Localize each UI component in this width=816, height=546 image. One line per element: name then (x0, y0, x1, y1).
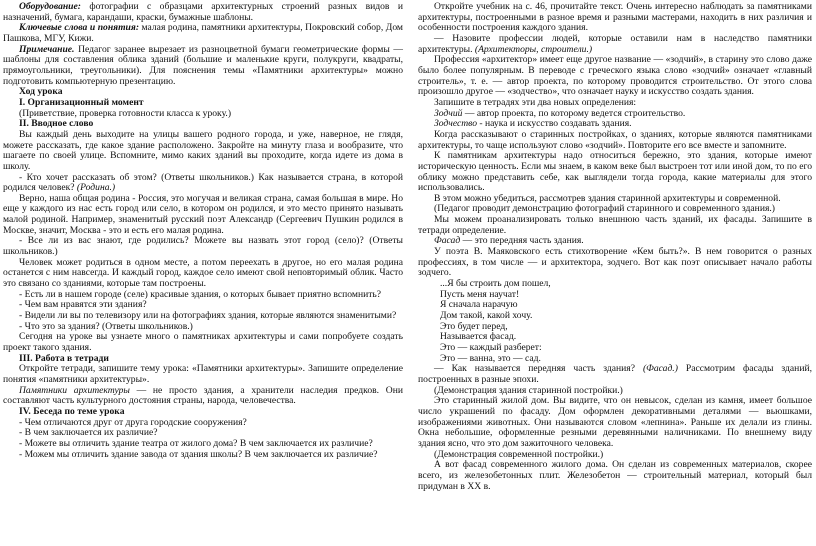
facade-def: — это передняя часть здания. (460, 235, 584, 247)
right-question-1 (418, 34, 812, 55)
note-text: Педагог заранее вырезает из разноцветной бумаги геометрические формы — шаблоны для составления облика зданий (большие и маленькие круги, полукруги, квадраты, прямоугольники, треугольники). Для пояснения темы «Памятники архитектуры» можно подготовить компьютерную презентацию. (3, 43, 403, 87)
keywords-paragraph (3, 23, 403, 44)
intro-question-2: - Все ли из вас знают, где родились? Можете вы назвать этот город (село)? (Ответы школьников.) (3, 235, 403, 258)
intro-heading: II. Вводное слово (19, 118, 94, 130)
right-paragraph-10: Это старинный жилой дом. Вы видите, что он невысок, сделан из камня, имеет большое число украшений по фасаду. Дом оформлен декоративными деталями — вьюшками, изображениями животных. Они называются словом «лепнина». Раньше их делали из глины. Окна небольшие, оформленные резными деревянными наличниками. По внешнему виду здания ясно, что это дом зажиточного человека. (418, 395, 812, 449)
right-question-2 (418, 364, 812, 385)
org-heading: I. Организационный момент (19, 96, 144, 108)
lesson-heading: Ход урока (19, 86, 63, 98)
talk-question-1: - Чем отличаются друг от друга городские сооружения? (19, 416, 247, 428)
intro-paragraph-2: Верно, наша общая родина - Россия, это могучая и великая страна, самая большая в мире. Но еще у каждого из нас есть город или село, в котором он родился, и это место принято называть малой родиной. Например, знаменитый русский поэт Александр (Сергеевич Пушкин родился в Москве, значит, Москва - это и есть его малая родина. (3, 192, 403, 236)
monuments-term: Памятники архитектуры (19, 384, 130, 396)
right-paragraph-7: (Педагог проводит демонстрацию фотографий старинного и современного здания.) (434, 203, 775, 215)
talk-question-3: - Можете вы отличить здание театра от жилого дома? В чем заключается их различие? (19, 437, 373, 449)
right-paragraph-4: Когда рассказывают о старинных постройках, о зданиях, которые являются памятниками архитектуры, то чаще используют слово «зодчий». Повторите его все вместе и запомните. (418, 128, 812, 151)
right-question-2-rest: Рассмотрим фасады зданий, построенных в разные эпохи. (418, 363, 812, 385)
right-paragraph-9: У поэта В. Маяковского есть стихотворение «Кем быть?». В нем говорится о разных профессиях, в том числе — и архитектора, зодчего. Вот как поэт описывает начало работы зодчего. (418, 246, 812, 279)
zodchiy-term: Зодчий (434, 107, 463, 119)
poem-line: Называется фасад. (440, 331, 517, 343)
right-paragraph-11: А вот фасад современного жилого дома. Он сделан из современных материалов, скорее всего, из железобетонных плит. Железобетон — строительный материал, который был придуман в XX в. (418, 459, 812, 492)
right-question-2-text: — Как называется передняя часть здания? (434, 363, 643, 375)
intro-question-3: - Есть ли в нашем городе (селе) красивые здания, о которых бывает приятно вспомнить? (19, 288, 382, 300)
talk-question-2: - В чем заключается их различие? (19, 427, 158, 439)
intro-question-6: - Что это за здания? (Ответы школьников.) (19, 320, 193, 332)
left-column (3, 2, 403, 460)
right-demo-2: (Демонстрация современной постройки.) (434, 448, 604, 460)
equipment-text: фотографии с образцами архитектурных строений разных видов и назначений, бумага, карандаши, краски, бумажные шаблоны. (3, 1, 403, 23)
right-column (418, 2, 812, 492)
right-paragraph-3: Запишите в тетрадях эти два новых определения: (434, 96, 637, 108)
right-paragraph-2: Профессия «архитектор» имеет еще другое название — «зодчий», в старину это слово даже было более популярным. В переводе с греческого языка слово «зодчий» означает «главный строитель», т. е. — автор проекта, по которому проводится строительство. От этого слова произошло другое — «зодчество», что означает науку и искусство создать здания. (418, 54, 812, 98)
right-paragraph-5: К памятникам архитектуры надо относиться бережно, это здания, которые имеют историческую ценность. Если мы знаем, в каком веке был выстроен тот или иной дом, то по его облику можно представить себе, как выглядели тогда города, какие материалы для этого использовались. (418, 150, 812, 194)
right-demo-1: (Демонстрация здания старинной постройки.) (434, 384, 623, 396)
zodchestvo-def: - наука и искусство создавать здания. (477, 118, 632, 130)
monuments-def: — не просто здания, а хранители наследия предков. Они составляют часть культурного достояния страны, народа, человечества. (3, 384, 403, 407)
zodchiy-def: — автор проекта, по которому ведется строительство. (462, 107, 686, 119)
equipment-paragraph (3, 2, 403, 23)
org-text: (Приветствие, проверка готовности класса к уроку.) (19, 107, 232, 119)
talk-heading: IV. Беседа по теме урока (19, 405, 125, 417)
note-label: Примечание. (19, 43, 75, 55)
intro-paragraph-3: Человек может родиться в одном месте, а потом переехать в другое, но его малая родина останется с ним навсегда. И каждый город, каждое село имеют свой неповторимый облик. Часто это связано со зданиями, которые там построены. (3, 256, 403, 290)
equipment-label: Оборудование: (19, 1, 81, 12)
right-question-2-answer: (Фасад.) (642, 363, 678, 375)
note-paragraph (3, 45, 403, 88)
intro-question-4: - Чем вам нравятся эти здания? (19, 299, 147, 311)
intro-paragraph-4: Сегодня на уроке вы узнаете много о памятниках архитектуры и сами попробуете создать проект такого здания. (3, 331, 403, 353)
poem-line: Я сначала нарачую (440, 299, 518, 311)
keywords-text: малая родина, памятники архитектуры, Покровский собор, Дом Пашкова, МГУ, Кижи. (3, 22, 403, 44)
right-paragraph-8: Мы можем проанализировать только внешнюю часть зданий, их фасады. Запишите в тетради определение. (418, 214, 812, 236)
right-question-1-answer: (Архитекторы, строители.) (474, 43, 593, 55)
intro-question-1 (3, 173, 403, 194)
notebook-paragraph-1: Откройте тетради, запишите тему урока: «Памятники архитектуры». Запишите определение понятия «памятники архитектуры». (3, 363, 403, 385)
poem (424, 279, 812, 364)
right-paragraph-6: В этом можно убедиться, рассмотрев здания старинной архитектуры и современной. (434, 192, 781, 204)
intro-paragraph-1: Вы каждый день выходите на улицы вашего родного города, и уже, наверное, не глядя, можете рассказать, где какое здание расположено. Закройте на минуту глаза и вообразите, что шагаете по своей улице. Вспомните, мимо каких зданий вы проходите, когда идете из дома в школу. (3, 128, 403, 172)
zodchestvo-term: Зодчество (434, 118, 478, 130)
talk-question-4: - Можем мы отличить здание завода от здания школы? В чем заключается их различие? (19, 448, 378, 460)
facade-term: Фасад (434, 235, 461, 247)
poem-line: Это — ванна, это — сад. (440, 352, 541, 364)
poem-line: ...Я бы строить дом пошел, (440, 278, 551, 290)
right-question-1-text: — Назовите профессии людей, которые оставили нам в наследство памятники архитектуры. (418, 32, 812, 55)
poem-line: Это будет перед, (440, 320, 508, 332)
poem-line: Пусть меня научат! (440, 288, 520, 300)
monuments-definition (3, 386, 403, 407)
intro-question-1-text: - Кто хочет рассказать об этом? (Ответы школьников.) Как называется страна, в которой родился человек? (3, 171, 403, 194)
right-paragraph-1: Откройте учебник на с. 46, прочитайте текст. Очень интересно наблюдать за памятниками архитектуры, построенными в разное время и разными мастерами, находить в них различия и особенности построения каждого здания. (418, 1, 812, 34)
poem-line: Это — каждый разберет: (440, 342, 542, 353)
poem-line: Дом такой, какой хочу. (440, 310, 533, 322)
notebook-heading: III. Работа в тетради (19, 352, 109, 364)
intro-question-1-answer: (Родина.) (76, 182, 116, 194)
keywords-label: Ключевые слова и понятия: (19, 22, 140, 34)
intro-question-5: - Видели ли вы по телевизору или на фотографиях здания, которые являются знаменитыми? (19, 310, 397, 322)
